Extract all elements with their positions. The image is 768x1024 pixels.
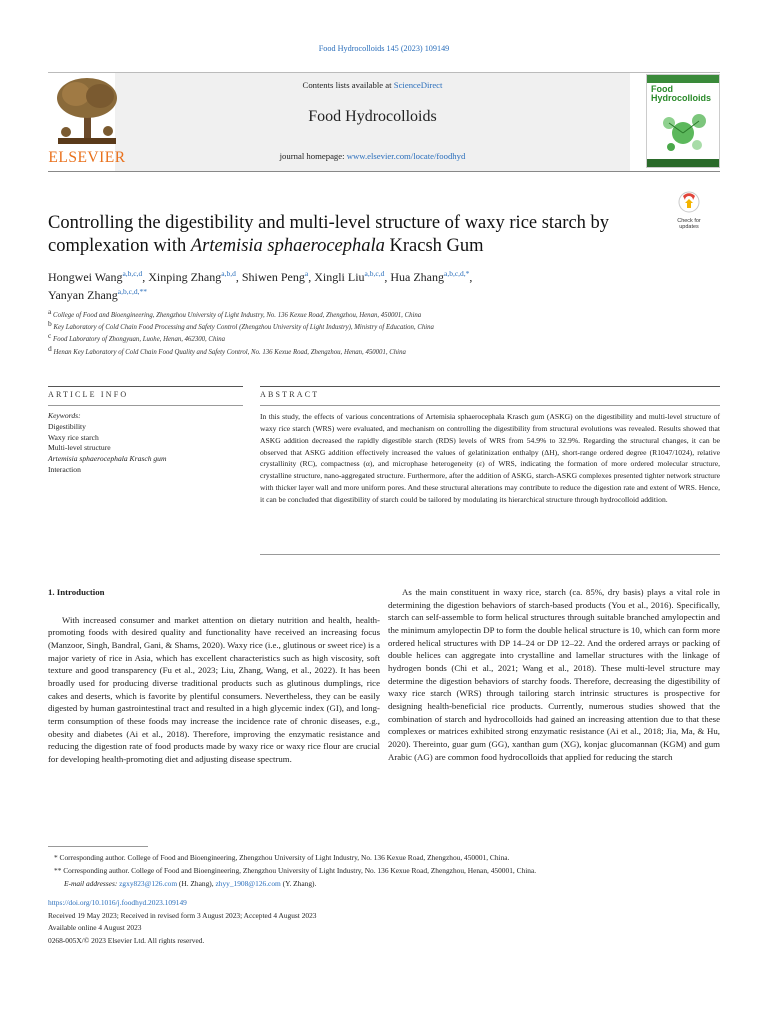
keyword-item: Multi-level structure bbox=[48, 443, 111, 453]
affiliation-key: c bbox=[48, 331, 52, 341]
homepage-line bbox=[115, 151, 630, 161]
author-name[interactable]: Yanyan Zhang bbox=[48, 288, 118, 302]
contents-line bbox=[115, 80, 630, 90]
footnotes bbox=[48, 851, 728, 891]
keyword-item: Digestibility bbox=[48, 421, 86, 431]
intro-paragraph-left: With increased consumer and market attention on dietary nutrition and health, health-promoting foods with desired quality and functionality have received an increasing focus (Manzoor, Singh, Bandral, Gani, & Shams, 2020). Waxy rice (i.e., glutinous or sweet rice) is a major variety of rice in Asia, which has excellent characteristics such as high viscosity, soft texture and good transparency (Fu et al., 2023; Liu, Zhang, Wang, et al., 2022). It has been broadly used for producing diverse traditional products such as glutinous dumplings, rice cakes and deserts, which is favorite by plentiful consumers. Nevertheless, they can be easily digested by human gastrointestinal tract and resulted in a high glycemic index (GI), and long-term consumption of these foods may increase the incidence rate of chronic diseases, e.g., obesity and diabetes (Ai et al., 2018). Therefore, improving the enzymatic resistance and reducing the digestion rate of food products made by waxy rice or waxy rice flour are crucial for developing health-promoting diet and adjusting disease spectrum. bbox=[48, 614, 381, 764]
footnote-rule bbox=[48, 846, 148, 847]
affiliation-b bbox=[48, 319, 720, 334]
contents-prefix: Contents lists available at bbox=[302, 80, 394, 90]
journal-name: Food Hydrocolloids bbox=[308, 108, 437, 125]
keywords-block bbox=[48, 411, 238, 476]
check-updates-line1: Check for bbox=[677, 218, 701, 224]
author-name[interactable]: Hua Zhang bbox=[390, 270, 444, 284]
affiliation-key: d bbox=[48, 343, 52, 353]
keyword-item: Waxy rice starch bbox=[48, 432, 99, 442]
title-part2: Kracsh Gum bbox=[384, 236, 484, 256]
affiliation-text: College of Food and Bioengineering, Zhengzhou University of Light Industry, No. 136 Kexue Road, Zhengzhou, Henan, 450001, China bbox=[53, 312, 422, 319]
homepage-link[interactable]: www.elsevier.com/locate/foodhyd bbox=[346, 151, 466, 161]
corresponding-author-2: ** Corresponding author. College of Food and Bioengineering, Zhengzhou University of Light Industry, No. 136 Kexue Road, Zhengzhou, Henan, 450001, China. bbox=[54, 866, 537, 876]
abstract-rule-top bbox=[260, 386, 720, 387]
article-title bbox=[48, 212, 638, 258]
email-owner-2: (Y. Zhang). bbox=[280, 879, 317, 889]
article-meta bbox=[48, 897, 728, 947]
right-column bbox=[388, 586, 720, 763]
keywords-label: Keywords: bbox=[48, 411, 81, 420]
section-heading: 1. Introduction bbox=[48, 587, 105, 597]
intro-paragraph-right: As the main constituent in waxy rice, starch (ca. 85%, dry basis) plays a vital role in determining the digestion behaviors of starch-based products (You et al., 2016). Specifically, starch can self-assemble to form helical structures through suitable branched amylopectin and the minimum amylopectin DP to form the double helical structure is 10, which can form more ordered helical structures with DP 14–24 or DP 12–22. And the ordered arrays or packing of double helices can aggregate into crystalline and lamellar structures with the linkage of hydrogen bonds (Chi et al., 2021; Wang et al., 2018). These multi-level structure may determine the digestion behaviors of starchy foods. Therefore, decreasing the digestibility of waxy rice starch (WRS) through tailoring starch intrinsic structures is prospective for designing health-beneficial rice products. Currently, numerous studies showed that the combination of starch and hydrocolloids had gained an increasing attention due to that these complexes or matrices exhibited strong enzymatic resistance (Ai et al., 2018; Jia, Ma, & Hu, 2020). Thereinto, guar gum (GG), xanthan gum (XG), konjac glucomannan (KGM) and gum Arabic (AG) are common food hydrocolloids that applied for reducing the starch bbox=[388, 587, 720, 762]
author-separator: , bbox=[469, 270, 473, 284]
email-link-1[interactable]: zgxy823@126.com bbox=[119, 879, 178, 889]
author-name[interactable]: Xingli Liu bbox=[314, 270, 365, 284]
affiliation-text: Food Laboratory of Zhongyuan, Luohe, Henan, 462300, China bbox=[53, 336, 226, 344]
abstract-rule bbox=[260, 405, 720, 406]
author-affiliation-marks[interactable]: a,b,c,d,** bbox=[117, 287, 147, 296]
received-dates: Received 19 May 2023; Received in revised form 3 August 2023; Accepted 4 August 2023 bbox=[48, 910, 317, 920]
journal-reference[interactable]: Food Hydrocolloids 145 (2023) 109149 bbox=[318, 44, 450, 53]
email-line bbox=[48, 877, 728, 890]
journal-cover-image[interactable] bbox=[646, 74, 720, 168]
affiliation-key: a bbox=[48, 307, 52, 316]
article-info-rule bbox=[48, 405, 243, 406]
author-separator: , bbox=[235, 270, 242, 284]
author-name[interactable]: Hongwei Wang bbox=[48, 270, 123, 284]
author-separator: , bbox=[384, 270, 391, 284]
author-separator: , bbox=[308, 270, 315, 284]
sciencedirect-link[interactable]: ScienceDirect bbox=[393, 80, 443, 90]
affiliation-a bbox=[48, 307, 720, 322]
email-owner-1: (H. Zhang), bbox=[177, 879, 216, 889]
elsevier-wordmark: ELSEVIER bbox=[48, 149, 126, 166]
cover-title-line1: Food bbox=[651, 84, 673, 94]
cover-title-line2: Hydrocolloids bbox=[651, 93, 712, 103]
author-affiliation-marks[interactable]: a,b,c,d bbox=[364, 269, 385, 278]
author-affiliation-marks[interactable]: a bbox=[304, 269, 309, 278]
author-list bbox=[48, 268, 728, 304]
affiliation-text: Key Laboratory of Cold Chain Food Processing and Safety Control (Zhengzhou University of Light Industry), Ministry of Education, China bbox=[53, 324, 434, 332]
affiliation-key: b bbox=[48, 319, 52, 329]
available-online: Available online 4 August 2023 bbox=[48, 923, 142, 932]
email-label: E-mail addresses: bbox=[64, 879, 120, 889]
abstract-rule-bottom bbox=[260, 554, 720, 555]
affiliation-c bbox=[48, 331, 720, 346]
header-bottom-rule bbox=[48, 171, 720, 172]
keyword-item: Artemisia sphaerocephala Krasch gum bbox=[48, 454, 167, 464]
article-info-rule-top bbox=[48, 386, 243, 387]
affiliation-d bbox=[48, 343, 720, 359]
title-part1: Controlling the digestibility and multi-level structure of waxy rice starch by complexation with bbox=[48, 213, 610, 256]
abstract-text: In this study, the effects of various concentrations of Artemisia sphaerocephala Krasch gum (ASKG) on the digestibility and multi-level structure of waxy rice starch (WRS) were evaluated, and mechanism on controlling the digestibility from structural evolutions was revealed. Results showed that ASKG addition decreased the rapidly digestible starch (RDS) levels of WRS from 54.9% to 32.9%. Regarding the structural changes, it can be observed that ASKG addition effectively increased the values of gelatinization enthalpy (ΔH), short-range ordered degree (R1047/1024), relative crystallinity (RC), compactness (α), and microphase heterogeneity (ε) of WRS, indicating the formation of more ordered molecular structure, crystalline structure, nano-aggregated structure. Furthermore, after the addition of ASKG, starch-ASKG complexes presented tighter network structure with thicker layer wall and more uniform pores. And these structural alterations may contribute to reduce the digestion rate and extent of WRS. Hence, it can be concluded that digestibility of starch could be tailored by modulating its hierarchical structure through hydrocolloid addition. bbox=[260, 412, 720, 504]
homepage-prefix: journal homepage: bbox=[279, 151, 347, 161]
author-affiliation-marks[interactable]: a,b,c,d,* bbox=[444, 269, 470, 278]
author-name[interactable]: Shiwen Peng bbox=[241, 270, 305, 284]
abstract-heading: ABSTRACT bbox=[260, 390, 320, 399]
author-separator: , bbox=[142, 270, 149, 284]
author-name[interactable]: Xinping Zhang bbox=[148, 270, 222, 284]
author-affiliation-marks[interactable]: a,b,d bbox=[221, 269, 236, 278]
doi-link[interactable]: https://doi.org/10.1016/j.foodhyd.2023.109149 bbox=[48, 898, 187, 907]
title-species: Artemisia sphaerocephala bbox=[190, 236, 385, 256]
check-for-updates-icon[interactable] bbox=[672, 191, 706, 231]
check-updates-line2: updates bbox=[679, 224, 699, 230]
author-affiliation-marks[interactable]: a,b,c,d bbox=[122, 269, 143, 278]
keyword-item: Interaction bbox=[48, 464, 81, 474]
cover-art bbox=[647, 75, 719, 167]
corresponding-author-1: * Corresponding author. College of Food and Bioengineering, Zhengzhou University of Light Industry, No. 136 Kexue Road, Zhengzhou, 450001, China. bbox=[54, 853, 510, 862]
copyright: 0268-005X/© 2023 Elsevier Ltd. All rights reserved. bbox=[48, 935, 205, 945]
affiliation-text: Henan Key Laboratory of Cold Chain Food Quality and Safety Control, No. 136 Kexue Road, Zhengzhou, Henan, 450001, China bbox=[53, 348, 406, 356]
email-link-2[interactable]: zhyy_1908@126.com bbox=[215, 879, 281, 889]
article-info-heading: ARTICLE INFO bbox=[48, 390, 129, 399]
left-column bbox=[48, 586, 380, 766]
